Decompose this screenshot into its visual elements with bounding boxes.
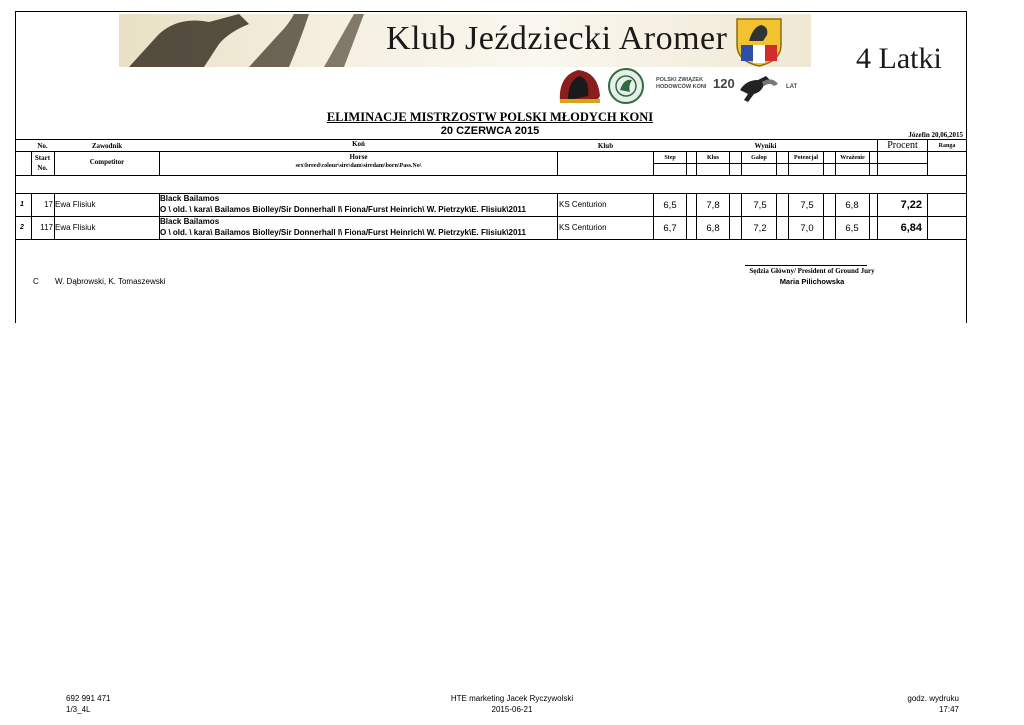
- row-club: KS Centurion: [559, 200, 607, 209]
- row-horse-name: Black Bailamos: [160, 194, 220, 203]
- horse-head-logo-icon: [560, 70, 600, 103]
- header-procent: Procent: [887, 140, 918, 151]
- judge-position: C: [33, 277, 39, 286]
- place-date: Józefin 20,06,2015: [908, 131, 963, 139]
- score-procent: 7,22: [900, 199, 922, 211]
- sponsor-logos: [556, 66, 816, 106]
- row-horse-details: O \ old. \ kara\ Bailamos Biolley/Sir Donnerhall I\ Fiona/Furst Heinrich\ W. Pietrzyk\E. Flisiuk\2011: [160, 228, 526, 237]
- event-date: 20 CZERWCA 2015: [440, 125, 540, 137]
- header-galop: Galop: [751, 155, 767, 161]
- row-start-no: 17: [44, 200, 53, 209]
- row-club: KS Centurion: [559, 223, 607, 232]
- logo-text-line2: HODOWCÓW KONI: [656, 84, 707, 90]
- score-klus: 7,8: [706, 200, 720, 211]
- chief-judge-label: Sędzia Główny/ President of Ground Jury: [749, 267, 875, 275]
- header-kon: Koń: [352, 140, 365, 148]
- score-klus: 6,8: [706, 223, 720, 234]
- logo-text-line1: POLSKI ZWIĄZEK: [656, 77, 704, 83]
- row-horse-name: Black Bailamos: [160, 217, 220, 226]
- header-wrazenie: Wrażenie: [840, 155, 865, 161]
- score-potencjal: 7,5: [800, 200, 814, 211]
- score-galop: 7,5: [753, 200, 767, 211]
- header-klus: Klus: [706, 155, 719, 161]
- row-horse-details: O \ old. \ kara\ Bailamos Biolley/Sir Donnerhall I\ Fiona/Furst Heinrich\ W. Pietrzyk\E. Flisiuk\2011: [160, 205, 526, 214]
- signature-line: [745, 265, 867, 266]
- header-start-no: No.: [37, 164, 48, 172]
- header-ranga: Ranga: [938, 143, 956, 149]
- running-horse-logo-icon: [740, 76, 778, 102]
- header-wyniki: Wyniki: [754, 142, 777, 150]
- round-association-logo-icon: [609, 69, 643, 103]
- header-start: Start: [34, 154, 51, 162]
- chief-judge-name: Maria Pilichowska: [779, 277, 845, 286]
- logo-lat: LAT: [786, 84, 798, 90]
- row-rank: 2: [20, 224, 24, 231]
- category-title: 4 Latki: [856, 42, 942, 75]
- row-rank: 1: [20, 201, 24, 208]
- header-horse: Horse: [349, 153, 368, 161]
- header-potencjal: Potencjał: [794, 155, 818, 161]
- row-competitor: Ewa Flisiuk: [55, 223, 96, 232]
- score-step: 6,7: [663, 223, 677, 234]
- header-competitor: Competitor: [89, 158, 125, 166]
- footer-phone: 692 991 471: [66, 694, 111, 703]
- footer-time: 17:47: [938, 705, 959, 714]
- logo-120: 120: [713, 76, 735, 91]
- header-step: Step: [664, 155, 676, 161]
- club-title: Klub Jeździecki Aromer: [386, 20, 728, 57]
- judge-names: W. Dąbrowski, K. Tomaszewski: [55, 277, 166, 286]
- footer-code: 1/3_4L: [66, 705, 91, 714]
- shield-badge-icon: [731, 15, 787, 67]
- footer-time-label: godz. wydruku: [907, 694, 959, 703]
- header-klub: Klub: [597, 142, 614, 150]
- row-start-no: 117: [40, 223, 53, 232]
- horse-silhouette-logo: [119, 14, 379, 67]
- footer-print-date: 2015-06-21: [491, 705, 533, 714]
- score-wrazenie: 6,5: [845, 223, 859, 234]
- score-potencjal: 7,0: [800, 223, 814, 234]
- event-title: ELIMINACJE MISTRZOSTW POLSKI MŁODYCH KONI: [326, 110, 654, 124]
- header-zawodnik: Zawodnik: [91, 142, 123, 150]
- header-no: No.: [37, 142, 48, 150]
- row-competitor: Ewa Flisiuk: [55, 200, 96, 209]
- footer-marketing: HTE marketing Jacek Ryczywolski: [450, 694, 574, 703]
- score-wrazenie: 6,8: [845, 200, 859, 211]
- score-step: 6,5: [663, 200, 677, 211]
- header-horse-format: sex\breed\colour\sire\dam\siredam\born\Pass.No\: [295, 163, 422, 169]
- score-procent: 6,84: [900, 222, 922, 234]
- score-galop: 7,2: [753, 223, 767, 234]
